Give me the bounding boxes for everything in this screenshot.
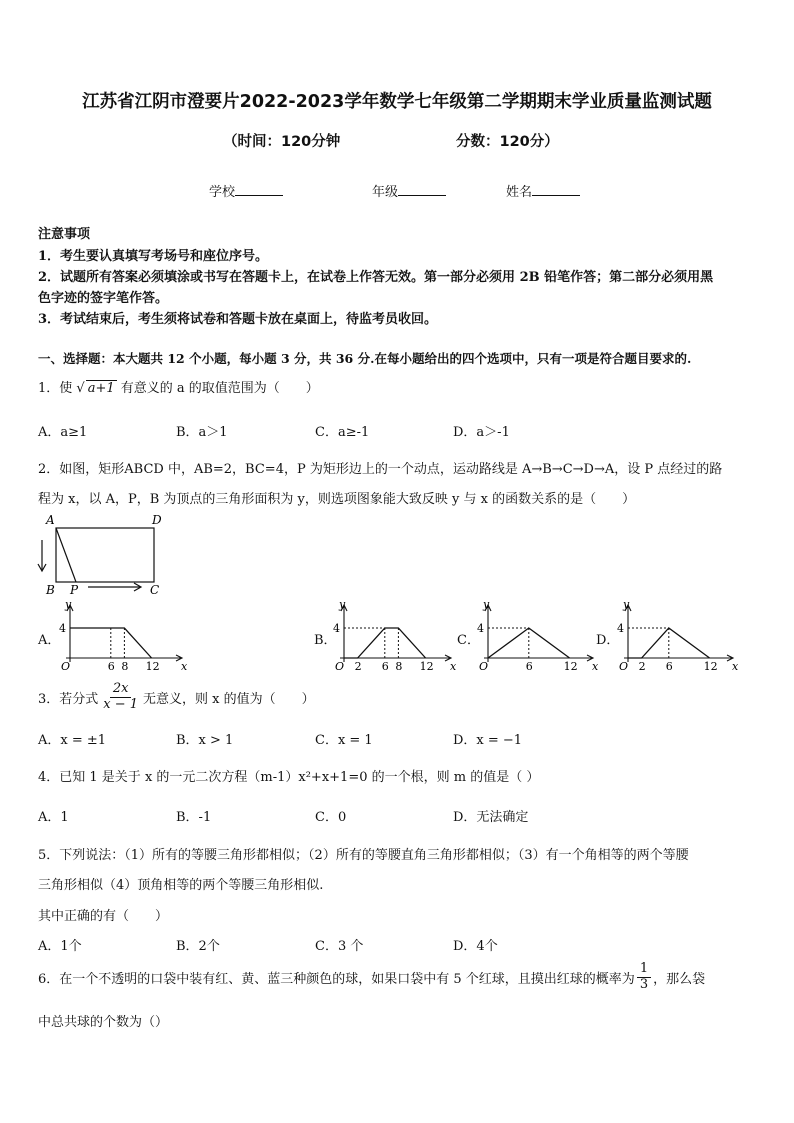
q3-fraction [100,682,141,713]
x-axis-label: x [181,660,188,672]
name-field [506,181,580,200]
q1-option-a: A．a≥1 [38,425,88,440]
q5-line-1: 5．下列说法：（1）所有的等腰三角形都相似；（2）所有的等腰直角三角形都相似；（3）有一个角相等的两个等腰 [38,848,689,863]
x-tick-label: 2 [354,660,362,672]
question-1 [38,377,319,396]
x-tick-label: 6 [381,660,389,672]
graph-option-d [614,600,742,672]
q5-option-b: B．2个 [176,939,220,954]
q4-option-d: D．无法确定 [453,810,529,825]
question-3 [38,682,315,713]
q6-numerator: 1 [637,962,651,978]
x-tick-label: 8 [395,660,403,672]
q3-option-b: B．x > 1 [176,733,234,748]
x-tick-label: 2 [638,660,646,672]
q2-option-d-label: D． [596,633,620,648]
name-label: 姓名 [506,185,533,200]
origin-label: O [61,660,71,672]
origin-label: O [619,660,629,672]
y-axis-label: y [483,600,490,611]
graph-option-c [474,600,602,672]
grade-blank [398,183,446,196]
label-d: D [152,513,162,527]
q5-line-3: 其中正确的有（ ） [38,909,169,924]
x-tick-label: 6 [525,660,533,672]
label-a: A [46,513,55,527]
q6-denominator: 3 [639,976,649,992]
q2-line-1: 2．如图，矩形ABCD 中，AB=2，BC=4，P 为矩形边上的一个动点，运动路线是 A→B→C→D→A，设 P 点经过的路 [38,462,723,477]
y-axis-label: y [65,600,72,611]
x-tick-label: 6 [665,660,673,672]
segment-ap [56,528,76,582]
q6-line-2: 中总共球的个数为（） [38,1015,169,1030]
x-tick-label: 12 [145,660,160,672]
y-axis-label: y [623,600,630,611]
x-axis-label: x [450,660,457,672]
x-tick-label: 12 [563,660,578,672]
q1-radicand: a+1 [87,381,115,396]
q3-denominator: x − 1 [103,696,139,712]
school-field [209,181,283,200]
label-b: B [46,583,55,597]
origin-label: O [479,660,489,672]
notice-heading: 注意事项 [38,227,91,242]
grade-label: 年级 [372,185,399,200]
x-tick-label: 6 [107,660,115,672]
graph-option-b [330,600,460,672]
label-c: C [150,583,160,597]
name-blank [532,183,580,196]
q4-option-a: A．1 [38,810,69,825]
y-axis-label: y [339,600,346,611]
sqrt-expression: √ a+1 [76,381,115,396]
origin-label: O [335,660,345,672]
question-4: 4．已知 1 是关于 x 的一元二次方程（m-1）x²+x+1=0 的一个根，则 m 的值是（ ） [38,770,540,785]
y-tick-label: 4 [333,622,340,635]
q1-option-c: C．a≥-1 [315,425,370,440]
rectangle-abcd [56,528,154,582]
q3-numerator: 2x [110,682,132,698]
notice-item: 2．试题所有答案必须填涂或书写在答题卡上，在试卷上作答无效。第一部分必须用 2B 铅笔作答；第二部分必须用黑 [38,270,714,285]
exam-score: 分数：120分） [456,134,559,150]
page-title: 江苏省江阴市澄要片2022-2023学年数学七年级第二学期期末学业质量监测试题 [82,92,712,112]
q6-text-pre: 6．在一个不透明的口袋中装有红、黄、蓝三种颜色的球，如果口袋中有 5 个红球，且摸出红球的概率为 [38,971,635,987]
school-label: 学校 [209,185,236,200]
q1-option-d: D．a＞-1 [453,425,510,440]
q3-option-c: C．x = 1 [315,733,373,748]
label-p: P [70,583,79,597]
y-tick-label: 4 [477,622,484,635]
q4-option-b: B．-1 [176,810,212,825]
x-tick-label: 12 [419,660,434,672]
school-blank [235,183,283,196]
section-heading: 一、选择题：本大题共 12 个小题，每小题 3 分，共 36 分.在每小题给出的四个选项中，只有一项是符合题目要求的. [38,351,692,366]
notice-item: 色字迹的签字笔作答。 [38,291,169,306]
x-axis-label: x [732,660,739,672]
q1-text-pre: 1．使 [38,381,73,396]
notice-item: 3．考试结束后，考生须将试卷和答题卡放在桌面上，待监考员收回。 [38,312,438,327]
q1-option-b: B．a＞1 [176,425,228,440]
y-tick-label: 4 [617,622,624,635]
notice-item: 1．考生要认真填写考场号和座位序号。 [38,249,269,264]
q6-fraction [637,962,651,993]
q6-text-post: ，那么袋 [653,971,706,987]
q5-line-2: 三角形相似（4）顶角相等的两个等腰三角形相似. [38,878,324,893]
graph-option-a [56,600,191,672]
q2-option-b-label: B． [314,633,337,648]
q3-option-a: A．x = ±1 [38,733,107,748]
exam-time: （时间：120分钟 [223,134,341,150]
y-tick-label: 4 [59,622,66,635]
q3-option-d: D．x = −1 [453,733,523,748]
q5-option-d: D．4个 [453,939,498,954]
x-tick-label: 12 [703,660,718,672]
q2-line-2: 程为 x，以 A，P，B 为顶点的三角形面积为 y，则选项图象能大致反映 y 与 x 的函数关系的是（ ） [38,492,636,507]
q2-option-a-label: A． [38,633,61,648]
q5-option-a: A．1个 [38,939,82,954]
grade-field [372,181,446,200]
q4-option-c: C．0 [315,810,347,825]
q2-option-c-label: C． [457,633,480,648]
q1-text-post: 有意义的 a 的取值范围为（ ） [120,381,319,396]
x-axis-label: x [592,660,599,672]
q3-text-pre: 3．若分式 [38,691,99,707]
q3-text-post: 无意义，则 x 的值为（ ） [143,691,315,707]
q6-line-1 [38,962,705,993]
q5-option-c: C．3 个 [315,939,364,954]
rectangle-figure [30,510,180,600]
x-tick-label: 8 [121,660,129,672]
